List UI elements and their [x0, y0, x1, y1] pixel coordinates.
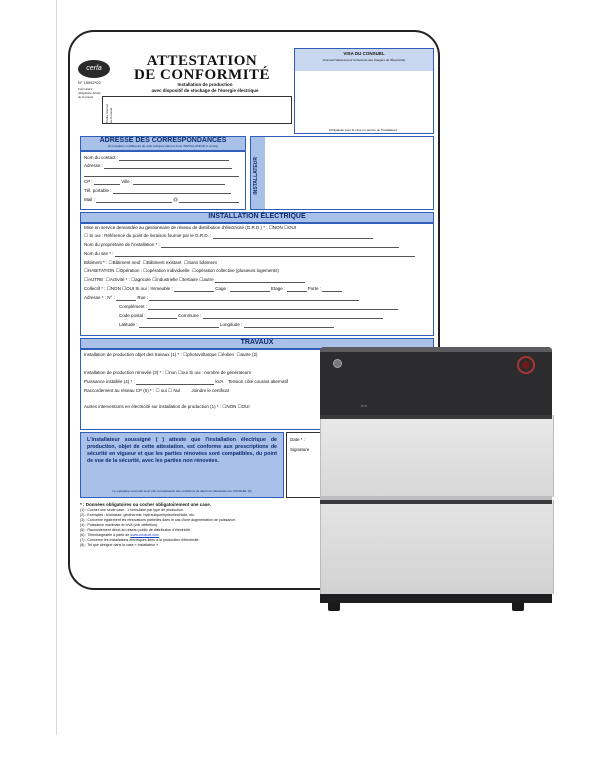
travaux-line-1: Installation de production objet des travaux (1) * : ☐photovoltaïque ☐éolien ☐autre (2)	[84, 352, 258, 357]
batiment-line: Bâtiment * : ☐Bâtiment neuf ☐Bâtiment existant ☐Sans bâtiment	[84, 260, 217, 265]
battery-foot-left	[328, 603, 340, 611]
phone-field: Tél. portable :	[84, 188, 231, 194]
code-postal-line: Code postal : Commune :	[119, 313, 383, 319]
autre-line: ☐AUTRE ☐Activité * : ☐agricole ☐industrielle ☐tertiaire ☐autre	[84, 277, 305, 283]
date-label: Date * :	[290, 437, 306, 442]
visa-footer: (Obligatoire pour la mise en service de l'installation)	[328, 128, 398, 132]
visa-note: (Conseil National pour la Sécurité des Usagers de l'Électricité)	[322, 58, 406, 62]
battery-logo-inner	[522, 361, 530, 369]
signature-label: Signature	[290, 447, 310, 452]
installer-label: INSTALLATEUR	[253, 157, 259, 195]
owner-line: Nom du propriétaire de l'installation * :	[84, 242, 399, 248]
attestation-box	[80, 432, 284, 498]
note-7: (7) : Concerne les installations électriques liées à la production d'électricité.	[80, 538, 200, 542]
battery-module-2-edge	[320, 500, 552, 504]
reserved-label: Cadre réservé au Consuel	[105, 103, 113, 123]
notes-title: * : Données obligatoires ou cocher obligatoirement une case.	[80, 502, 212, 507]
mail-field: Mail : @	[84, 197, 239, 203]
battery-control-unit	[320, 347, 552, 415]
mise-en-service-line: Mise en service demandée au gestionnaire de réseau de distribution d'électricité (G.R.D.) * : ☐NON ☐OUI	[84, 225, 297, 230]
cp-ville-field: CP : Ville :	[84, 179, 225, 185]
cerfa-logo: cerfa	[78, 60, 110, 78]
battery-module-1	[320, 415, 554, 497]
note-1: (1) : Cocher une seule case : 1 formulaire par type de production.	[80, 508, 184, 512]
pdl-line: ☐ Si oui : Référence du point de livraison fournie par le G.R.D. :	[84, 233, 373, 239]
note-2: (2) : Exemples : biomasse, géothermie, hydraulique/hydroélectricité, etc.	[80, 513, 196, 517]
install-section-title: INSTALLATION ÉLECTRIQUE	[208, 213, 306, 220]
travaux-title: TRAVAUX	[240, 339, 274, 346]
form-subtitle: Installation de production avec dispositif de stockage de l'énergie électrique	[151, 82, 259, 93]
installer-box	[250, 136, 434, 210]
contact-name-field: Nom du contact :	[84, 155, 229, 161]
cerfa-number: N° 15952*02	[78, 80, 101, 85]
reserved-box	[102, 96, 292, 124]
battery-label: BYD	[361, 404, 368, 408]
attestation-text: L'installateur soussigné ( ) atteste que l'installation électrique de production, objet de cette attestation, est conforme aux prescriptions de sécurité en vigueur et que les parties rénovées sont compatibles, du point de vue de la sécurité, avec les parties non rénovées.	[87, 437, 277, 464]
battery-module-2	[320, 500, 554, 594]
note-3: (3) : Concerne également les rénovations partielles dans le cas d'une augmentation de puissance.	[80, 518, 237, 522]
travaux-line-5: Autres interventions en électricité sur installation de production (1) * : ☐NON ☐OUI	[84, 404, 250, 409]
note-5: (5) : Raccordement direct au réseau public de distribution d'électricité.	[80, 528, 192, 532]
travaux-line-3: Puissance installée (4) * : kVA Tension côté courant alternatif	[84, 379, 288, 384]
battery-foot-right	[512, 603, 524, 611]
attestation-footnote: Le signataire reconnaît avoir pris connaissance des conditions de dépôt de l'attestation de CONSUEL (6)	[112, 489, 252, 493]
adresse-line: Adresse * : N° : Rue :	[84, 295, 359, 301]
latitude-line: Latitude : Longitude :	[119, 322, 334, 328]
note-8: (8) : Tel que désigné dans la case « Installateur ».	[80, 543, 160, 547]
battery-top-edge	[320, 347, 552, 352]
battery-module-1-edge	[320, 415, 552, 419]
form-side-note: Formulaire obligatoire Arrêté du Consuel	[78, 87, 101, 99]
battery-base	[320, 594, 552, 603]
complement-line: Complément :	[119, 304, 398, 310]
address-section	[80, 150, 246, 210]
consuel-visa-box	[294, 48, 434, 134]
site-line: Nom du site * :	[84, 251, 415, 257]
note-6: (6) : Téléchargeable à partir de www.consuel.com	[80, 533, 160, 537]
form-title: ATTESTATION DE CONFORMITÉ	[133, 53, 271, 83]
travaux-line-2: Installation de production rénovée (3) * : ☐non ☐oui Si oui : nombre de générateurs	[84, 370, 251, 375]
note-4: (4) : Puissance maximale en kVA (voir définition).	[80, 523, 159, 527]
travaux-line-4: Raccordement au réseau CP (5) * : ☐ oui ☐ Nul Joindre le certificat	[84, 388, 229, 393]
collectif-line: Collectif * : ☐NON ☐OUI Si oui : Immeuble : Cage : Etage : Porte :	[84, 286, 342, 292]
habitation-line: ☐HABITATION ☐Opération : ☐opération individuelle ☐opération collective (plusieurs logements)	[84, 268, 279, 273]
install-section	[80, 222, 434, 336]
battery-power-button	[333, 359, 342, 368]
consuel-link[interactable]: www.consuel.com	[130, 533, 160, 537]
address-field-2	[84, 171, 239, 177]
page-left-rule	[56, 0, 57, 735]
visa-title: VISA DU CONSUEL	[343, 51, 385, 56]
address-section-note: (À compléter si différente de celle indiquée dans la zone INSTALLATEUR ci-contre)	[107, 144, 219, 148]
address-section-title: ADRESSE DES CORRESPONDANCES	[99, 137, 227, 144]
address-field: Adresse :	[84, 163, 232, 169]
